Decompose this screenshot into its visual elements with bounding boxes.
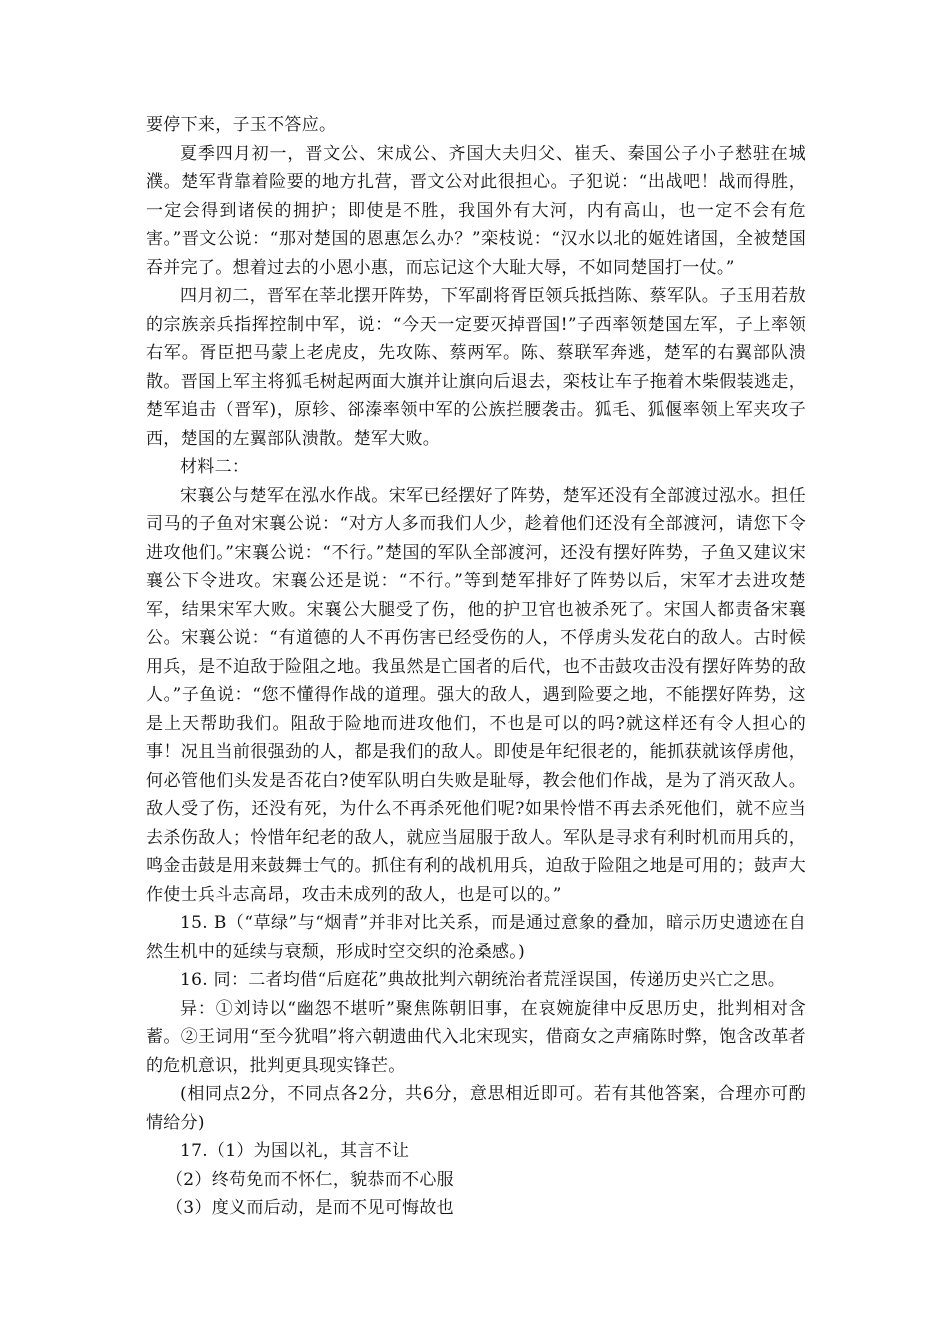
- paragraph-continuation: 要停下来，子玉不答应。: [146, 115, 337, 135]
- answer-16-same: 16. 同：二者均借“后庭花”典故批判六朝统治者荒淫误国，传递历史兴亡之思。: [180, 970, 786, 990]
- answer-16-diff: 异：①刘诗以“幽怨不堪听”聚焦陈朝旧事，在哀婉旋律中反思历史，批判相对含蓄。②王词用“至今犹唱”将六朝遗曲代入北宋现实，借商女之声痛陈时弊，饱含改革者的危机意识，批判更具现实锋芒。: [146, 998, 806, 1076]
- paragraph-hongshui-battle: 宋襄公与楚军在泓水作战。宋军已经摆好了阵势，楚军还没有全部渡过泓水。担任司马的子鱼对宋襄公说：“对方人多而我们人少，趁着他们还没有全部渡河，请您下令进攻他们。”宋襄公说：“不行。”楚国的军队全部渡河，还没有摆好阵势，子鱼又建议宋襄公下令进攻。宋襄公还是说：“不行。”等到楚军排好了阵势以后，宋军才去进攻楚军，结果宋军大败。宋襄公大腿受了伤，他的护卫官也被杀死了。宋国人都责备宋襄公。宋襄公说：“有道德的人不再伤害已经受伤的人，不俘虏头发花白的敌人。古时候用兵，是不迫敌于险阻之地。我虽然是亡国者的后代，也不击鼓攻击没有摆好阵势的敌人。”子鱼说：“您不懂得作战的道理。强大的敌人，遇到险要之地，不能摆好阵势，这是上天帮助我们。阻敌于险地而进攻他们，不也是可以的吗?就这样还有令人担心的事！况且当前很强劲的人，都是我们的敌人。即使是年纪很老的，能抓获就该俘虏他，何必管他们头发是否花白?使军队明白失败是耻辱，教会他们作战，是为了消灭敌人。敌人受了伤，还没有死，为什么不再杀死他们呢?如果怜惜不再去杀死他们，就不应当去杀伤敌人；怜惜年纪老的敌人，就应当屈服于敌人。军队是寻求有利时机而用兵的，鸣金击鼓是用来鼓舞士气的。抓住有利的战机用兵，迫敌于险阻之地是可用的；鼓声大作使士兵斗志高昂，攻击未成列的敌人，也是可以的。”: [146, 485, 806, 905]
- paragraph-chengpu-camp: 夏季四月初一，晋文公、宋成公、齐国大夫归父、崔夭、秦国公子小子慭驻在城濮。楚军背靠着险要的地方扎营，晋文公对此很担心。子犯说：“出战吧！战而得胜，一定会得到诸侯的拥护；即使是不胜，我国外有大河，内有高山，也一定不会有危害。”晋文公说：“那对楚国的恩惠怎么办？”栾枝说：“汉水以北的姬姓诸国，全被楚国吞并完了。想着过去的小恩小惠，而忘记这个大耻大辱，不如同楚国打一仗。”: [146, 143, 806, 278]
- document-body: [146, 111, 806, 1223]
- answer-17-2: （2）终苟免而不怀仁，貌恭而不心服: [166, 1169, 454, 1190]
- answer-15: 15. B（“草绿”与“烟青”并非对比关系，而是通过意象的叠加，暗示历史遗迹在自然生机中的延续与衰颓，形成时空交织的沧桑感。): [146, 913, 806, 962]
- answer-16-scoring: (相同点2分，不同点各2分，共6分，意思相近即可。若有其他答案，合理亦可酌情给分): [146, 1084, 806, 1133]
- answer-17-1: 17.（1）为国以礼，其言不让: [180, 1141, 410, 1161]
- material-two-heading: 材料二：: [180, 457, 250, 477]
- answer-17-3: （3）度义而后动，是而不见可悔故也: [166, 1198, 454, 1218]
- paragraph-chengpu-battle: 四月初二，晋军在莘北摆开阵势，下军副将胥臣领兵抵挡陈、蔡军队。子玉用若敖的宗族亲兵指挥控制中军，说：“今天一定要灭掉晋国!”子西率领楚国左军，子上率领右军。胥臣把马蒙上老虎皮，先攻陈、蔡两军。陈、蔡联军奔逃，楚军的右翼部队溃散。晋国上军主将狐毛树起两面大旗并让旗向后退去，栾枝让车子拖着木柴假装逃走，楚军追击（晋军)，原轸、郤溱率领中军的公族拦腰袭击。狐毛、狐偃率领上军夹攻子西，楚国的左翼部队溃散。楚军大败。: [146, 286, 806, 449]
